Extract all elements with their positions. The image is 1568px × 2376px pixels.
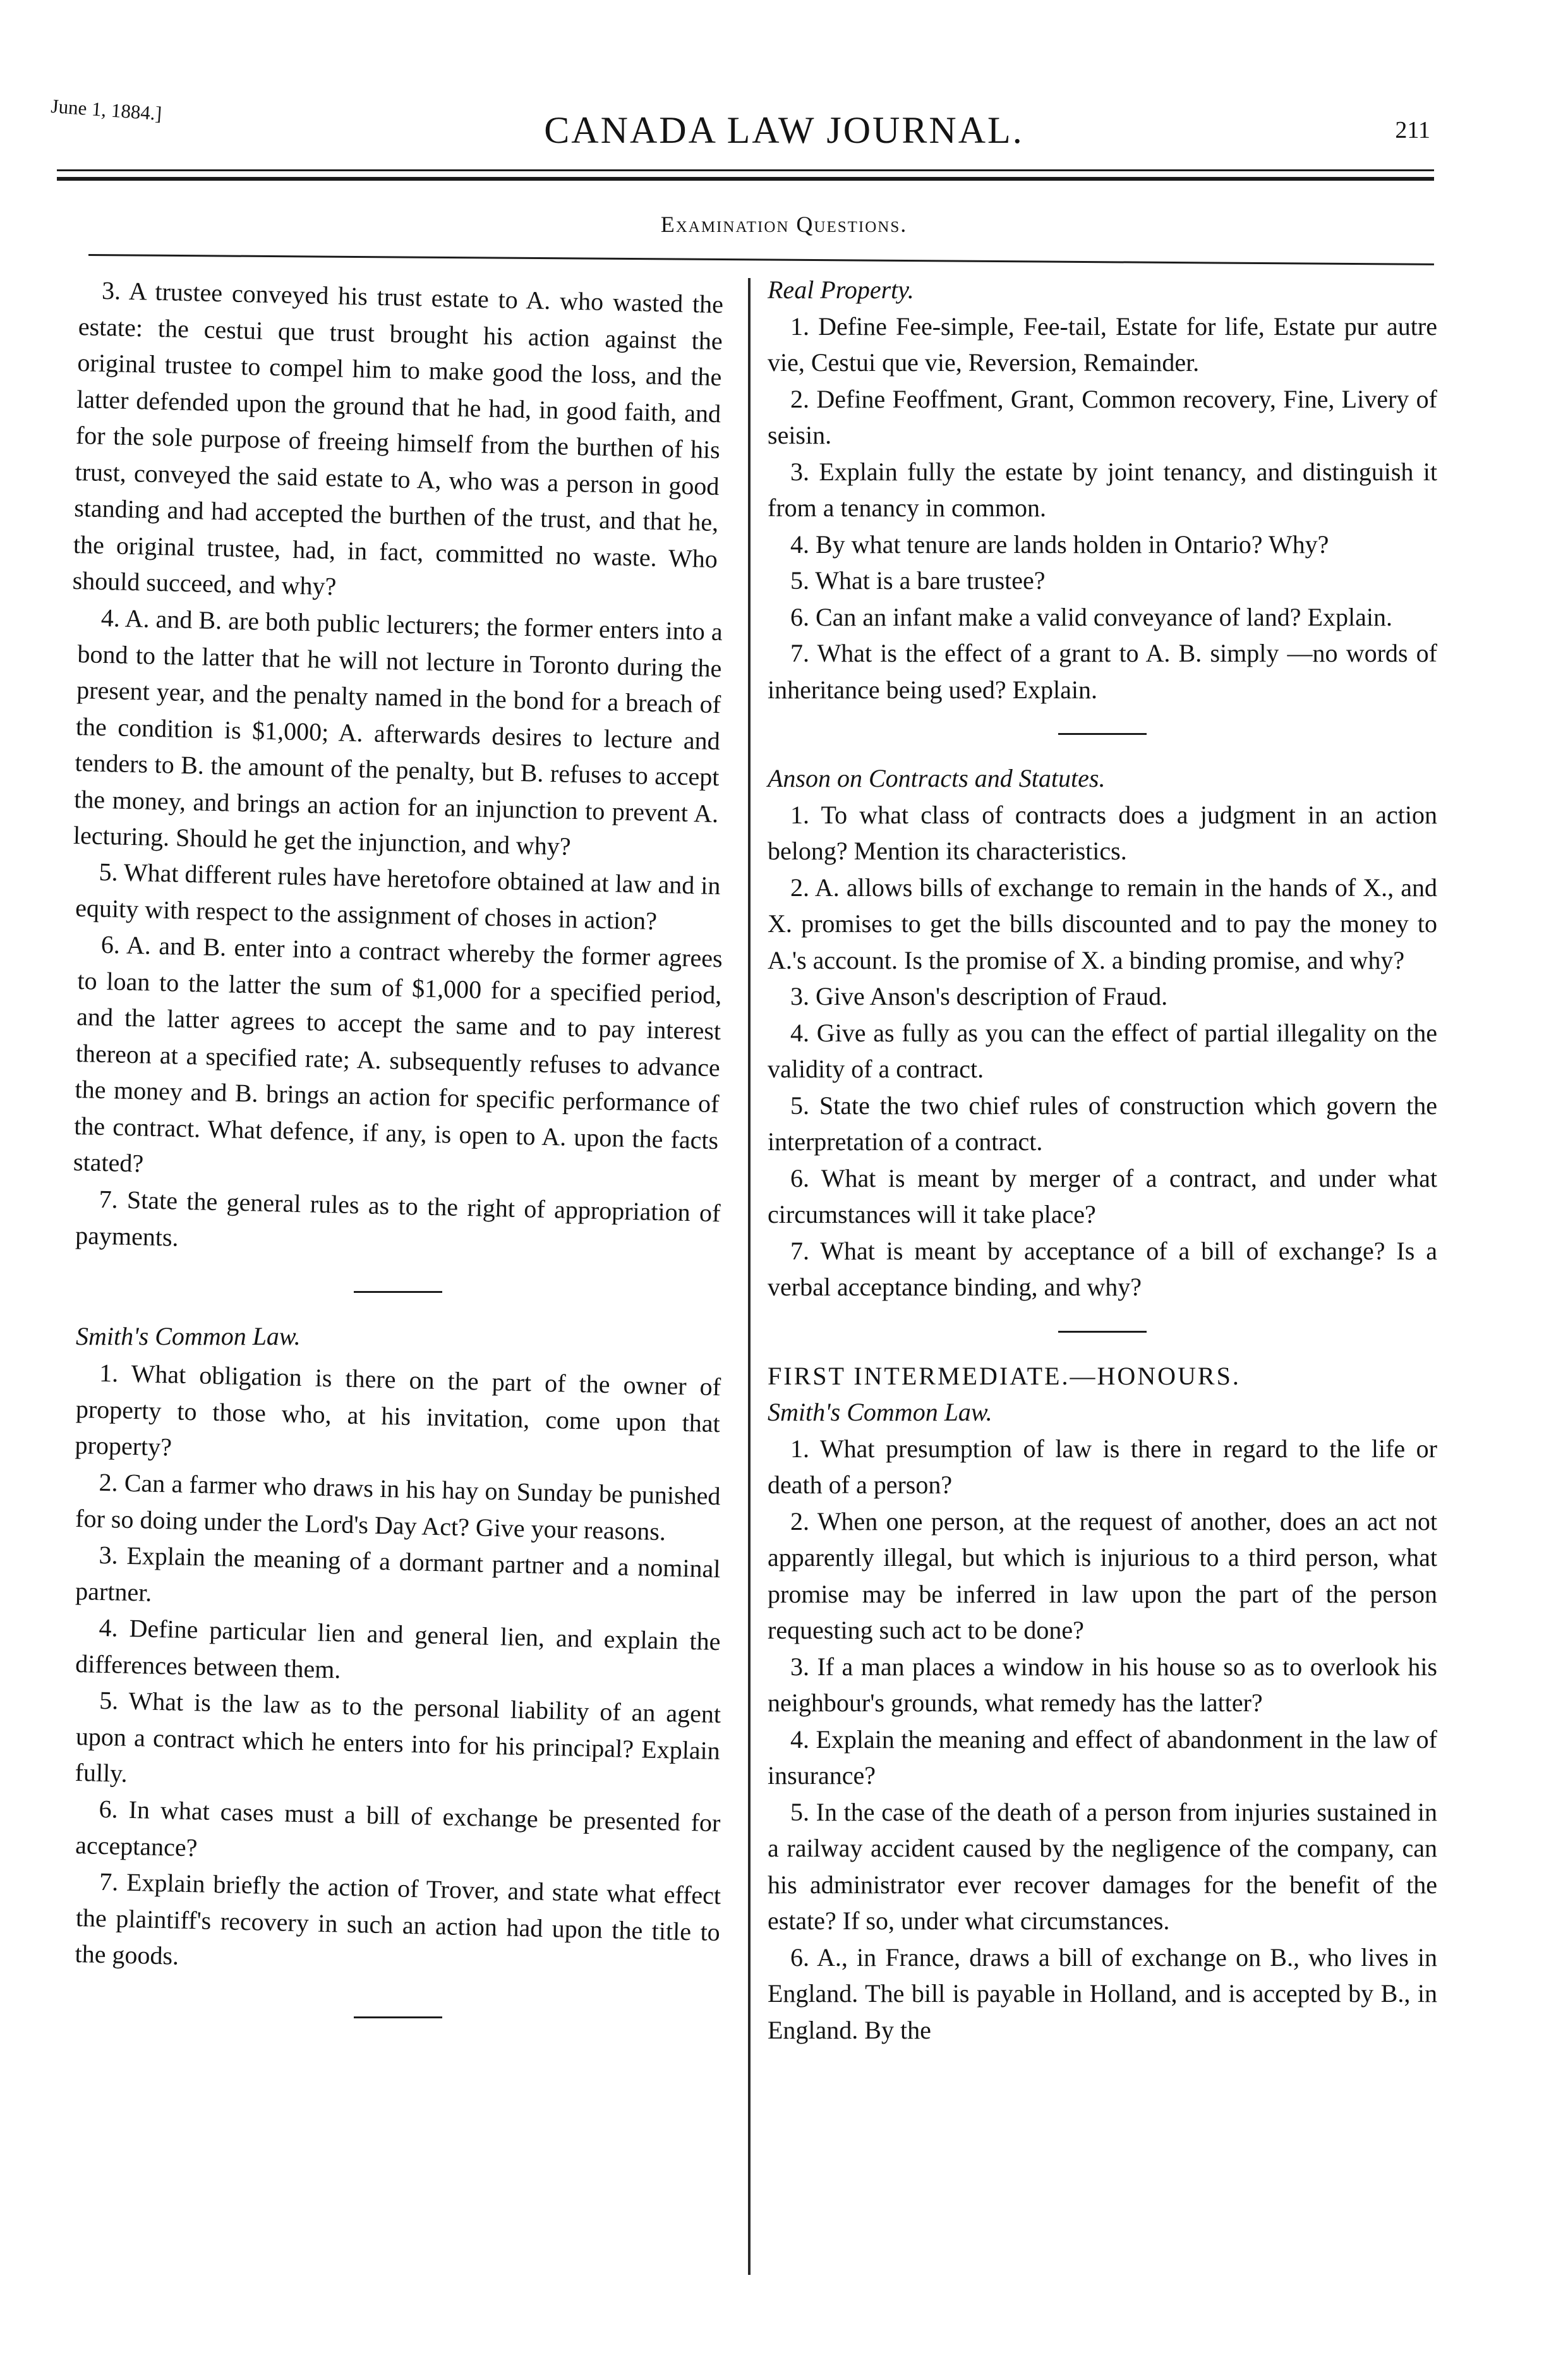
question-item: 3. If a man places a window in his house so as to overlook his neighbour's grounds, what remedy has the latter? — [768, 1652, 1437, 1717]
question-item: 6. What is meant by merger of a contract, and under what circumstances will it take place? — [768, 1163, 1437, 1228]
question-item: 4. By what tenure are lands holden in Ontario? Why? — [790, 530, 1329, 559]
journal-title: CANADA LAW JOURNAL. — [544, 109, 1024, 151]
question-item: 4. A. and B. are both public lecturers; the former enters into a bond to the latter that he will not lecture in Toronto during the present year, and the penalty named in the bond for a breach of the condition is $1,000; A. afterwards desires to lecture and tenders to B. the amount of the penalty, but B. refuses to accept the money, and brings an action for an injunction to prevent A. lecturing. Should he get the injunction, and why? — [73, 603, 723, 861]
question-item: 6. In what cases must a bill of exchange be presented for acceptance? — [75, 1794, 721, 1862]
section-subheading: Smith's Common Law. — [768, 1398, 992, 1426]
left-column — [72, 272, 724, 2044]
section-separator — [354, 1291, 442, 1293]
question-item: 2. Can a farmer who draws in his hay on Sunday be punished for so doing under the Lord's Day Act? Give your reasons. — [75, 1467, 721, 1546]
right-column — [768, 272, 1437, 2048]
question-item: 2. A. allows bills of exchange to remain in the hands of X., and X. promises to get the bills discounted and to pay the money to A.'s account. Is the promise of X. a binding promise, and why? — [768, 873, 1437, 974]
section-heading: Anson on Contracts and Statutes. — [768, 764, 1106, 792]
question-item: 5. What is the law as to the personal liability of an agent upon a contract which he enters into for his principal? Explain fully. — [75, 1685, 721, 1788]
question-item: 1. What presumption of law is there in regard to the life or death of a person? — [768, 1434, 1437, 1499]
question-item: 5. What different rules have heretofore obtained at law and in equity with respect to the assignment of choses in action? — [75, 857, 721, 935]
page-number: 211 — [1395, 117, 1430, 143]
question-item: 6. Can an infant make a valid conveyance of land? Explain. — [790, 602, 1392, 631]
question-item: 3. Explain the meaning of a dormant partner and a nominal partner. — [75, 1540, 721, 1606]
section-separator — [354, 2016, 442, 2018]
question-item: 1. Define Fee-simple, Fee-tail, Estate for life, Estate pur autre vie, Cestui que vie, Reversion, Remainder. — [768, 312, 1437, 377]
question-item: 1. To what class of contracts does a judgment in an action belong? Mention its characteristics. — [768, 800, 1437, 865]
question-item: 7. What is the effect of a grant to A. B. simply —no words of inheritance being used? Explain. — [768, 639, 1437, 704]
issue-date: June 1, 1884.] — [50, 95, 163, 125]
section-separator — [1058, 733, 1147, 735]
section-heading: Real Property. — [768, 276, 914, 304]
header-rule-thick — [57, 177, 1434, 181]
header-rule-thin — [57, 169, 1434, 171]
question-item: 4. Explain the meaning and effect of abandonment in the law of insurance? — [768, 1724, 1437, 1790]
question-item: 5. What is a bare trustee? — [790, 566, 1046, 595]
question-item: 3. A trustee conveyed his trust estate to A. who wasted the estate: the cestui que trust brought his action against the original trustee to compel him to make good the loss, and the latter defended upon the ground that he had, in good faith, and for the sole purpose of freeing himself from the burthen of his trust, conveyed the said estate to A, who was a person in good standing and had accepted the burthen of the trust, and that he, the original trustee, had, in fact, committed no waste. Who should succeed, and why? — [72, 276, 724, 601]
question-item: 5. In the case of the death of a person from injuries sustained in a railway accident caused by the negligence of the company, can his administrator ever recover damages for the benefit of the estate? If so, under what circumstances. — [768, 1797, 1437, 1935]
question-item: 6. A., in France, draws a bill of exchange on B., who lives in England. The bill is payable in Holland, and is accepted by B., in England. By the — [768, 1943, 1437, 2044]
question-item: 2. Define Feoffment, Grant, Common recovery, Fine, Livery of seisin. — [768, 384, 1437, 449]
question-item: 7. What is meant by acceptance of a bill of exchange? Is a verbal acceptance binding, and why? — [768, 1236, 1437, 1301]
question-item: 4. Define particular lien and general lien, and explain the differences between them. — [75, 1613, 721, 1683]
question-item: 7. Explain briefly the action of Trover, and state what effect the plaintiff's recovery in such an action had upon the title to the goods. — [75, 1867, 721, 1970]
question-item: 3. Give Anson's description of Fraud. — [790, 982, 1168, 1010]
question-item: 3. Explain fully the estate by joint tenancy, and distinguish it from a tenancy in common. — [768, 457, 1437, 522]
question-item: 4. Give as fully as you can the effect of partial illegality on the validity of a contract. — [768, 1018, 1437, 1083]
question-item: 6. A. and B. enter into a contract whereby the former agrees to loan to the latter the sum of $1,000 for a specified period, and the latter agrees to accept the same and to pay interest thereon at a specified rate; A. subsequently refuses to advance the money and B. brings an action for specific performance of the contract. What defence, if any, is open to A. upon the facts stated? — [73, 930, 723, 1178]
section-heading: FIRST INTERMEDIATE.—HONOURS. — [768, 1361, 1241, 1390]
column-divider — [748, 278, 751, 2275]
section-title: Examination Questions. — [660, 212, 908, 237]
question-item: 2. When one person, at the request of another, does an act not apparently illegal, but which is injurious to a third person, what promise may be inferred in law upon the part of the person requesting such act to be done? — [768, 1506, 1437, 1644]
question-item: 5. State the two chief rules of construction which govern the interpretation of a contract. — [768, 1091, 1437, 1156]
question-item: 7. State the general rules as to the right of appropriation of payments. — [75, 1184, 721, 1251]
section-heading: Smith's Common Law. — [76, 1321, 301, 1350]
question-item: 1. What obligation is there on the part of the owner of property to those who, at his invitation, come upon that property? — [75, 1358, 721, 1462]
section-rule — [88, 254, 1434, 265]
section-separator — [1058, 1331, 1147, 1333]
